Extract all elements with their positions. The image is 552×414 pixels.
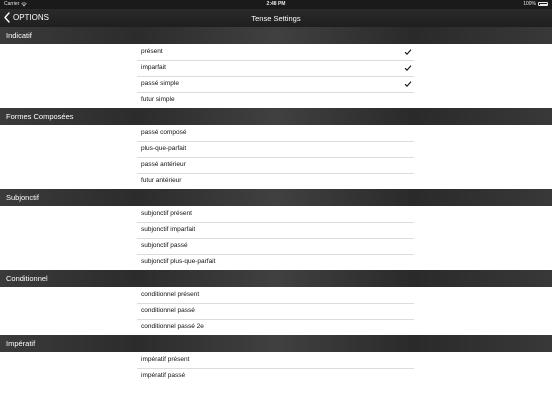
tense-label: subjonctif passé [141, 242, 188, 249]
tense-settings-list [0, 27, 552, 384]
tense-row[interactable] [0, 125, 552, 141]
tense-row[interactable] [0, 303, 552, 319]
tense-label: passé simple [141, 80, 179, 87]
tense-row[interactable] [0, 92, 552, 108]
tense-row[interactable] [0, 44, 552, 60]
checkmark-icon [404, 80, 412, 88]
page-title: Tense Settings [251, 14, 301, 23]
tense-label: subjonctif plus-que-parfait [141, 258, 216, 265]
tense-row[interactable] [0, 157, 552, 173]
tense-label: conditionnel passé 2e [141, 323, 204, 330]
tense-label: subjonctif présent [141, 210, 192, 217]
tense-row[interactable] [0, 254, 552, 270]
battery-indicator [523, 1, 548, 7]
section-header: Subjonctif [0, 189, 552, 206]
carrier-label: Carrier [4, 1, 20, 7]
section-header: Impératif [0, 335, 552, 352]
tense-label: passé antérieur [141, 161, 186, 168]
tense-row[interactable] [0, 141, 552, 157]
tense-label: impératif passé [141, 372, 186, 379]
tense-label: futur antérieur [141, 177, 182, 184]
tense-row[interactable] [0, 287, 552, 303]
battery-percent: 100% [523, 1, 536, 7]
clock: 2:48 PM [266, 1, 286, 7]
back-button-label: OPTIONS [13, 13, 50, 22]
tense-row[interactable] [0, 206, 552, 222]
section-items [0, 206, 552, 270]
tense-label: présent [141, 48, 163, 55]
checkmark-icon [404, 64, 412, 72]
tense-label: imparfait [141, 64, 166, 71]
section-items [0, 44, 552, 108]
tense-row[interactable] [0, 368, 552, 384]
checkmark-icon [404, 48, 412, 56]
tense-label: futur simple [141, 96, 175, 103]
section-header: Formes Composées [0, 108, 552, 125]
tense-label: conditionnel présent [141, 291, 200, 298]
tense-row[interactable] [0, 76, 552, 92]
section-items [0, 287, 552, 335]
tense-label: conditionnel passé [141, 307, 195, 314]
tense-row[interactable] [0, 319, 552, 335]
tense-row[interactable] [0, 222, 552, 238]
battery-icon [538, 2, 548, 6]
section-header: Indicatif [0, 27, 552, 44]
tense-row[interactable] [0, 60, 552, 76]
tense-row[interactable] [0, 352, 552, 368]
tense-label: plus-que-parfait [141, 145, 187, 152]
tense-label: passé composé [141, 129, 187, 136]
section-items [0, 352, 552, 384]
tense-label: subjonctif imparfait [141, 226, 196, 233]
status-bar [0, 0, 552, 9]
tense-label: impératif présent [141, 356, 190, 363]
navigation-bar [0, 9, 552, 27]
tense-row[interactable] [0, 173, 552, 189]
tense-row[interactable] [0, 238, 552, 254]
section-items [0, 125, 552, 189]
section-header: Conditionnel [0, 270, 552, 287]
